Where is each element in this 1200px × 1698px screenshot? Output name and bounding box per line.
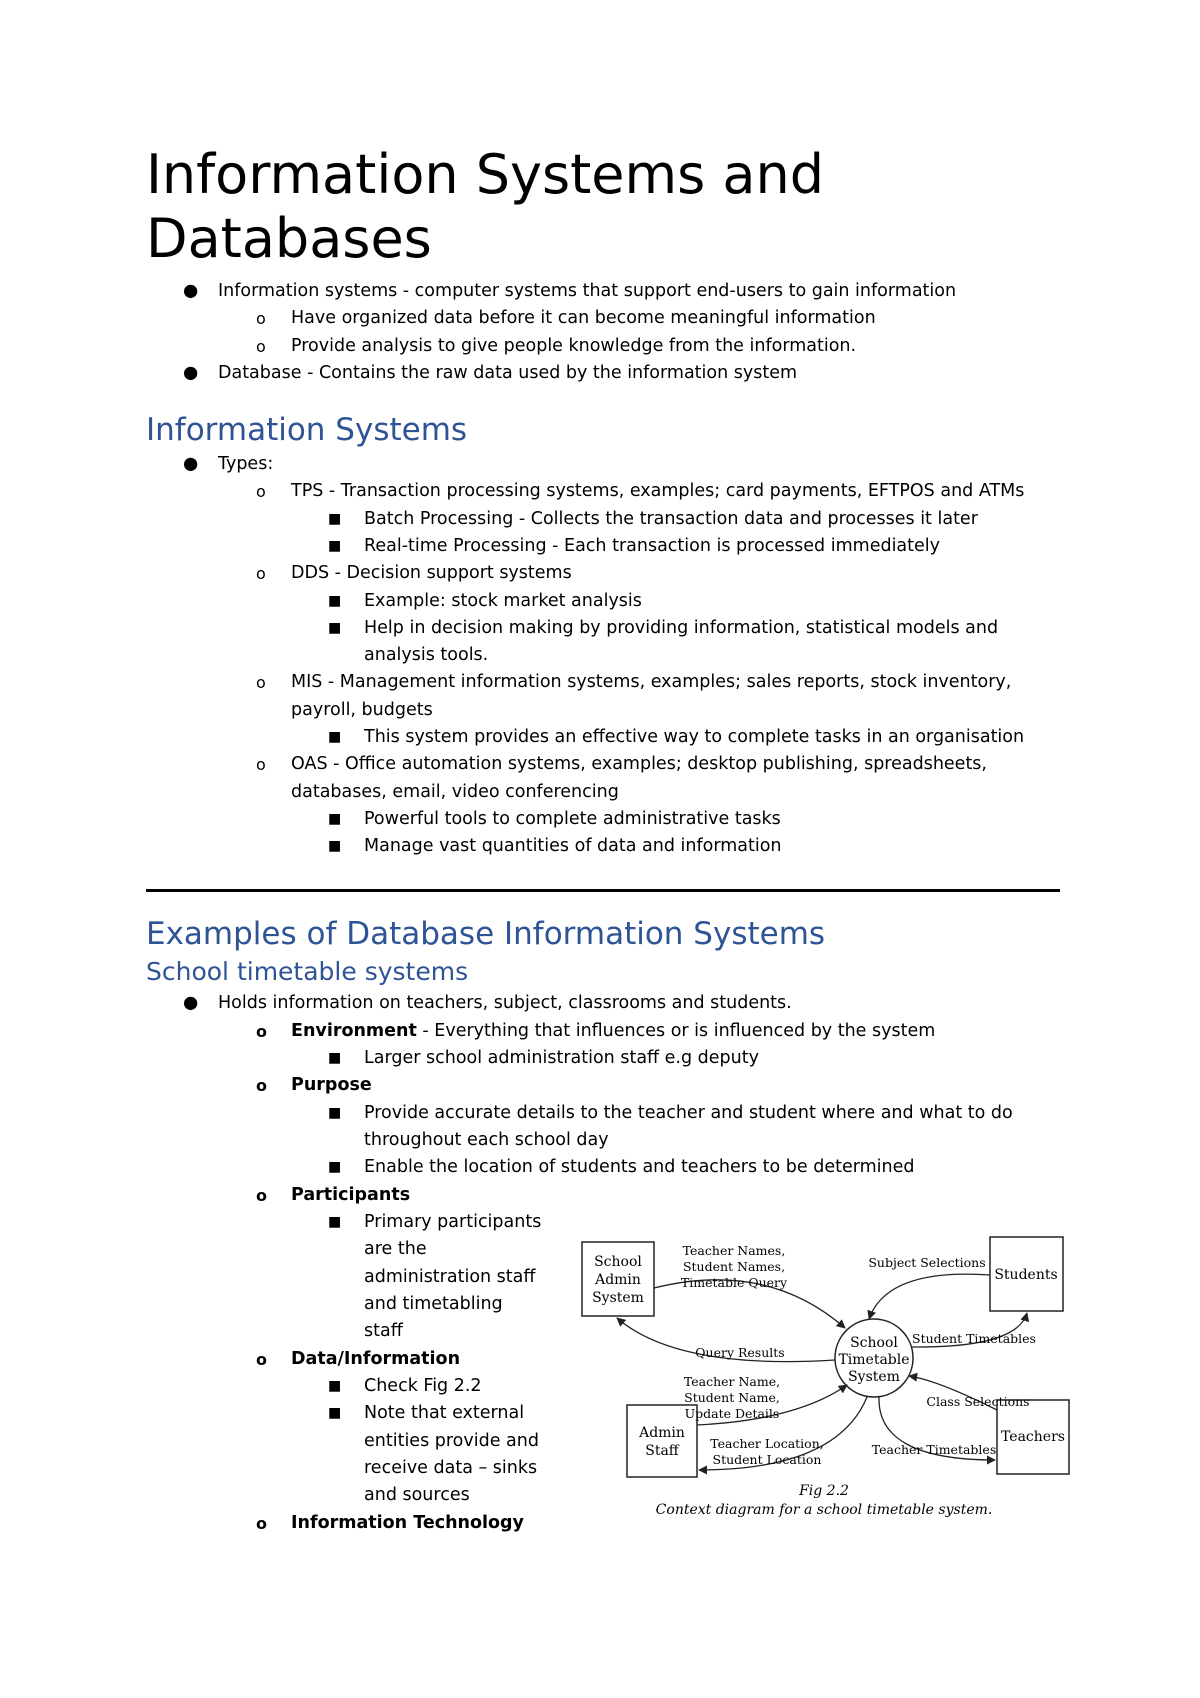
list-item: Types: [218,454,274,474]
flow-subject-arrow [869,1274,990,1319]
list-item-continuation: receive data – sinks [364,1458,538,1478]
flow-update-label-3: Update Details [684,1406,780,1421]
list-item: MIS - Management information systems, examples; sales reports, stock inventory, [291,672,1012,692]
flow-query-label-3: Timetable Query [680,1275,788,1290]
circle-bullet-icon: o [256,1022,267,1041]
admin-staff-label-1: Admin [639,1425,685,1441]
list-item-continuation: are the [364,1239,427,1259]
circle-bullet-icon: o [256,673,266,692]
list-item-continuation: and timetabling [364,1294,503,1314]
list-item: DDS - Decision support systems [291,563,572,583]
list-item: Have organized data before it can become meaningful information [291,308,876,328]
purpose-label: Purpose [291,1075,372,1095]
document-title: Information Systems and Databases [146,143,825,270]
flow-location-label-2: Student Location [712,1452,822,1467]
square-bullet-icon: ■ [328,1214,342,1230]
flow-subject-label: Subject Selections [868,1255,986,1270]
list-item: Note that external [364,1403,525,1423]
process-label-1: School [850,1335,898,1351]
list-item-continuation: entities provide and [364,1431,539,1451]
students-label: Students [994,1267,1058,1283]
horizontal-rule [146,889,1060,892]
flow-query-label-2: Student Names, [682,1259,786,1274]
list-item: Example: stock market analysis [364,591,642,611]
list-item: Provide accurate details to the teacher and student where and what to do [364,1103,1013,1123]
teachers-label: Teachers [1001,1429,1065,1445]
list-item-continuation: analysis tools. [364,645,489,665]
list-item-continuation: staff [364,1321,403,1341]
circle-bullet-icon: o [256,1076,267,1095]
list-item: Check Fig 2.2 [364,1376,482,1396]
process-label-2: Timetable [838,1352,910,1368]
flow-update-label-1: Teacher Name, [683,1374,781,1389]
section-heading-information-systems: Information Systems [146,412,468,448]
flow-results-label: Query Results [695,1345,785,1360]
list-item-continuation: payroll, budgets [291,700,433,720]
list-item: Real-time Processing - Each transaction is processed immediately [364,536,940,556]
bullet-icon: ● [183,454,199,474]
list-item: Powerful tools to complete administrative tasks [364,809,781,829]
flow-class-label: Class Selections [926,1394,1030,1409]
flow-update-label-2: Student Name, [684,1390,780,1405]
participants-label: Participants [291,1185,411,1205]
list-item: Primary participants [364,1212,542,1232]
information-technology-label: Information Technology [291,1513,524,1533]
school-admin-label-3: System [592,1290,644,1306]
circle-bullet-icon: o [256,309,266,328]
list-item-continuation: and sources [364,1485,470,1505]
bullet-icon: ● [183,363,199,383]
circle-bullet-icon: o [256,1186,267,1205]
list-item: Provide analysis to give people knowledge from the information. [291,336,857,356]
figure-caption: Context diagram for a school timetable system. [655,1502,993,1518]
list-item-continuation: administration staff [364,1267,536,1287]
circle-bullet-icon: o [256,564,266,583]
circle-bullet-icon: o [256,755,266,774]
school-admin-label-1: School [594,1254,642,1270]
list-item: TPS - Transaction processing systems, examples; card payments, EFTPOS and ATMs [291,481,1025,501]
list-item: Database - Contains the raw data used by the information system [218,363,798,383]
environment-label: Environment [291,1021,417,1041]
list-item: Help in decision making by providing information, statistical models and [364,618,999,638]
square-bullet-icon: ■ [328,838,342,854]
square-bullet-icon: ■ [328,729,342,745]
process-label-3: System [848,1369,900,1385]
data-information-label: Data/Information [291,1349,461,1369]
list-item: OAS - Office automation systems, examples; desktop publishing, spreadsheets, [291,754,987,774]
list-item: This system provides an effective way to complete tasks in an organisation [364,727,1025,747]
square-bullet-icon: ■ [328,593,342,609]
square-bullet-icon: ■ [328,1050,342,1066]
circle-bullet-icon: o [256,1350,267,1369]
list-item: Manage vast quantities of data and information [364,836,782,856]
square-bullet-icon: ■ [328,511,342,527]
admin-staff-label-2: Staff [645,1443,679,1459]
list-item: Holds information on teachers, subject, classrooms and students. [218,993,792,1013]
environment-text: - Everything that influences or is influenced by the system [416,1021,936,1041]
bullet-icon: ● [183,993,199,1013]
square-bullet-icon: ■ [328,1159,342,1175]
list-item: Batch Processing - Collects the transaction data and processes it later [364,509,978,529]
list-item: Enable the location of students and teachers to be determined [364,1157,915,1177]
square-bullet-icon: ■ [328,1405,342,1421]
school-admin-label-2: Admin [595,1272,641,1288]
square-bullet-icon: ■ [328,1105,342,1121]
subheading-school-timetable: School timetable systems [146,957,469,986]
circle-bullet-icon: o [256,482,266,501]
square-bullet-icon: ■ [328,811,342,827]
flow-location-label-1: Teacher Location, [710,1436,824,1451]
flow-student-timetable-label: Student Timetables [912,1331,1036,1346]
figure-label: Fig 2.2 [799,1483,849,1499]
list-item-continuation: databases, email, video conferencing [291,782,619,802]
list-item-environment [291,1018,935,1045]
square-bullet-icon: ■ [328,1378,342,1394]
flow-query-label-1: Teacher Names, [682,1243,786,1258]
list-item-continuation: throughout each school day [364,1130,609,1150]
circle-bullet-icon: o [256,337,266,356]
bullet-icon: ● [183,281,199,301]
square-bullet-icon: ■ [328,620,342,636]
section-heading-examples: Examples of Database Information Systems [146,916,826,952]
flow-teacher-timetable-label: Teacher Timetables [871,1442,997,1457]
context-diagram [577,1230,1072,1520]
list-item: Information systems - computer systems that support end-users to gain information [218,281,957,301]
square-bullet-icon: ■ [328,538,342,554]
list-item: Larger school administration staff e.g deputy [364,1048,759,1068]
circle-bullet-icon: o [256,1514,267,1533]
